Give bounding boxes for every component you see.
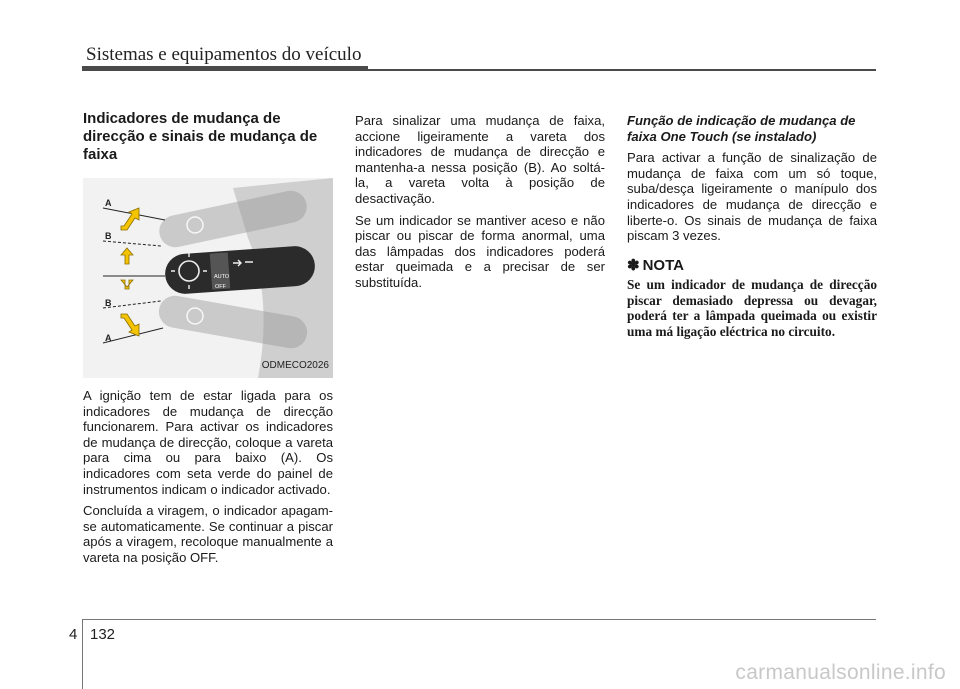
section-heading: Indicadores de mudança de direcção e sinais de mudança de faixa — [83, 110, 318, 163]
paragraph: Se um indicador se mantiver aceso e não piscar ou piscar de forma anormal, uma das lâmpadas dos indicadores poderá estar queimada e a precisar de ser substituída. — [355, 212, 605, 290]
note-heading — [627, 258, 877, 274]
column-3 — [627, 113, 877, 345]
lever-illustration — [83, 178, 333, 378]
note-label: NOTA — [642, 256, 684, 274]
chapter-number: 4 — [69, 626, 78, 643]
arrow-down-right-icon — [121, 314, 139, 336]
label-a-top: A — [105, 198, 112, 208]
arrow-icons — [121, 208, 139, 336]
note-star-icon: ✽ — [627, 256, 640, 274]
footer-horizontal-rule — [82, 619, 876, 620]
label-b-bottom: B — [105, 298, 112, 308]
paragraph: Concluída a viragem, o indicador apagam-se automaticamente. Se continuar a piscar após a viragem, recoloque manualmente a vareta na posição OFF. — [83, 503, 333, 565]
arrow-down-icon — [121, 280, 133, 289]
leader-line-b-top — [103, 241, 161, 246]
note-text: Se um indicador de mudança de direcção piscar demasiado depressa ou devagar, poderá ter a lâmpada queimada ou existir uma má ligação eléctrica no circuito. — [627, 277, 877, 339]
header-rule-thin — [368, 69, 876, 71]
paragraph: Para sinalizar uma mudança de faixa, accione ligeiramente a vareta dos indicadores de mudança de direcção e mantenha-a nessa posição (B). Ao soltá-la, a vareta volta à posição de desactivação. — [355, 113, 605, 206]
footer-vertical-rule — [82, 619, 83, 689]
label-b-top: B — [105, 231, 112, 241]
column-1 — [83, 110, 333, 572]
paragraph: A ignição tem de estar ligada para os indicadores de mudança de direcção funcionarem. Para activar os indicadores de mudança de direcção, coloque a vareta para cima ou para baixo (A). Os indicadores com seta verde do painel de instrumentos indicam o indicador activado. — [83, 388, 333, 497]
turn-signal-lever-figure — [83, 178, 333, 378]
lever-auto-mark: AUTO — [214, 274, 230, 280]
label-a-bottom: A — [105, 333, 112, 343]
page-header-title: Sistemas e equipamentos do veículo — [86, 44, 362, 65]
arrow-up-icon — [121, 248, 133, 264]
subsection-heading: Função de indicação de mudança de faixa One Touch (se instalado) — [627, 113, 856, 144]
header-rule-thick — [82, 66, 368, 71]
arrow-up-right-icon — [121, 208, 139, 230]
lever-off-mark: OFF — [215, 284, 226, 290]
leader-line-b-bottom — [103, 301, 161, 308]
column-2 — [355, 113, 605, 297]
paragraph: Para activar a função de sinalização de mudança de faixa com um só toque, suba/desça ligeiramente o manípulo dos indicadores de mudança de direcção e liberte-o. Os sinais de mudança de faixa piscam 3 vezes. — [627, 150, 877, 244]
page-number: 132 — [90, 626, 116, 643]
figure-caption: ODMECO2026 — [261, 360, 329, 372]
watermark: carmanualsonline.info — [735, 661, 946, 684]
